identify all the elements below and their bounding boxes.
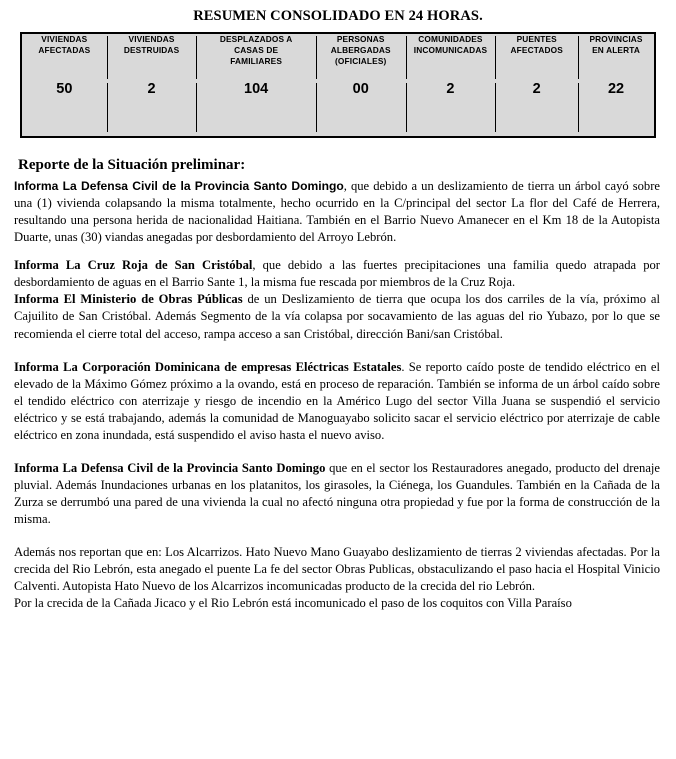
header-line: PUENTES [516, 34, 557, 44]
paragraph-lead: Informa La Cruz Roja de San Cristóbal [14, 258, 253, 273]
paragraph-lead: Informa La Defensa Civil de la Provincia Santo Domingo [14, 179, 344, 193]
header-line: DESPLAZADOS A [219, 34, 293, 44]
paragraph-text: Por la crecida de la Cañada Jicaco y el Rio Lebrón está incomunicado el paso de los coquitos con Villa Paraíso [14, 596, 572, 611]
header-line: FAMILIARES [230, 55, 283, 66]
table-header-cell-viviendas-destruidas [107, 34, 197, 81]
table-value-puentes-afectados: 2 [495, 81, 578, 136]
table-value-comunidades-incomunicadas: 2 [406, 81, 496, 136]
table-header-cell-comunidades-incomunicadas [406, 34, 496, 81]
header-line: INCOMUNICADAS [413, 44, 488, 55]
page-title: RESUMEN CONSOLIDADO EN 24 HORAS. [193, 8, 483, 24]
paragraph-text: Además nos reportan que en: Los Alcarrizos. Hato Nuevo Mano Guayabo deslizamiento de tierras 2 viviendas afectadas. Por la crecida del Rio Lebrón, esta anegado el puente La fe del sector Obras Publicas, obstaculizando el paso hacia el Hospital Vinicio Calventi. Autopista Hato Nuevo de los Alcarrizos incomunicadas producto de la crecida del rio Lebrón. [14, 545, 660, 594]
report-paragraph [14, 178, 660, 246]
header-line: COMUNIDADES [418, 34, 483, 44]
report-paragraph [14, 291, 660, 342]
paragraph-lead: Informa La Corporación Dominicana de empresas Eléctricas Estatales [14, 359, 402, 374]
header-line: PERSONAS [336, 34, 385, 44]
header-line: VIVIENDAS [128, 34, 175, 44]
table-header-cell-provincias-en-alerta [578, 34, 654, 81]
report-paragraph [14, 595, 660, 612]
header-line: AFECTADOS [510, 44, 563, 55]
table-header-cell-viviendas-afectadas [22, 34, 107, 81]
header-line: AFECTADAS [38, 44, 91, 55]
paragraph-text: , que debido a las fuertes precipitaciones una familia quedo atrapada por desbordamiento de aguas en el Barrio Sante 1, la misma fue rescada por miembros de la Cruz Roja. [14, 258, 661, 290]
table-value-viviendas-afectadas: 50 [22, 81, 107, 136]
paragraph-text: , que debido a un deslizamiento de tierra un árbol cayó sobre una (1) vivienda colapsando la misma totalmente, hecho ocurrido en la C/principal del sector La flor del Café de Herrera, resultando una persona herida de nacionalidad Haitiana. También en el Barrio Nuevo Amanecer en el Km 18 de la Autopista Duarte, unas (30) viandas anegadas por desbordamiento del Arroyo Lebrón. [14, 179, 660, 245]
table-value-provincias-en-alerta: 22 [578, 81, 654, 136]
header-line: PROVINCIAS [589, 34, 643, 44]
header-line: CASAS DE [234, 44, 279, 55]
report-paragraph [14, 460, 660, 528]
paragraph-lead: Informa La Defensa Civil de la Provincia Santo Domingo [14, 460, 326, 475]
report-body [0, 178, 676, 612]
summary-table [22, 34, 654, 136]
table-value-row [22, 81, 654, 136]
table-value-personas-albergadas: 00 [316, 81, 406, 136]
header-line: ALBERGADAS [330, 44, 391, 55]
report-paragraph [14, 544, 660, 595]
table-value-desplazados-casas-familiares: 104 [196, 81, 315, 136]
paragraph-text: que en el sector los Restauradores anegado, producto del drenaje pluvial. Además Inundaciones urbanas en los platanitos, los girasoles, la Ciénega, los Guandules. También en la Cañada de la Zurza se derrumbó una pared de una vivienda la cual no afectó ninguna otra propiedad y fue por la forma de construcción de la misma. [14, 460, 661, 527]
table-header-cell-puentes-afectados [495, 34, 578, 81]
header-line: VIVIENDAS [41, 34, 88, 44]
report-paragraph [14, 257, 660, 291]
table-header-cell-desplazados-casas-familiares [196, 34, 315, 81]
paragraph-text: . Se reporto caído poste de tendido eléctrico en el elevado de la Máximo Gómez próximo a la ovando, está en proceso de reparación. También se informa de un árbol caído sobre el tendido eléctrico con aterrizaje y riesgo de incendio en la Américo Lugo del sector Villa Juana se suspendió el servicio eléctrico y se está trabajando, además la comunidad de Manoguayabo solicito sacar el servicio eléctrico por aterrizaje de cable eléctrico en zona inundada, está suspendido el aviso hasta el nuevo aviso. [14, 359, 660, 442]
table-header-cell-personas-albergadas [316, 34, 406, 81]
header-line: EN ALERTA [592, 44, 640, 55]
table-value-viviendas-destruidas: 2 [107, 81, 197, 136]
header-line: DESTRUIDAS [123, 44, 180, 55]
paragraph-text: de un Deslizamiento de tierra que ocupa los dos carriles de la vía, próximo al Cajuilito de San Cristóbal. Además Segmento de la vía colapsa por socavamiento de las aguas del rio Yubazo, por lo que se recomienda el cierre total del acceso, rampa acceso a san Cristóbal, dirección Bani/san Cristóbal. [14, 292, 660, 341]
paragraph-lead: Informa El Ministerio de Obras Públicas [14, 292, 243, 307]
header-line: (OFICIALES) [335, 55, 387, 66]
table-header-row [22, 34, 654, 81]
section-heading: Reporte de la Situación preliminar: [18, 157, 246, 173]
summary-table-container [20, 32, 656, 138]
report-paragraph [14, 359, 660, 444]
